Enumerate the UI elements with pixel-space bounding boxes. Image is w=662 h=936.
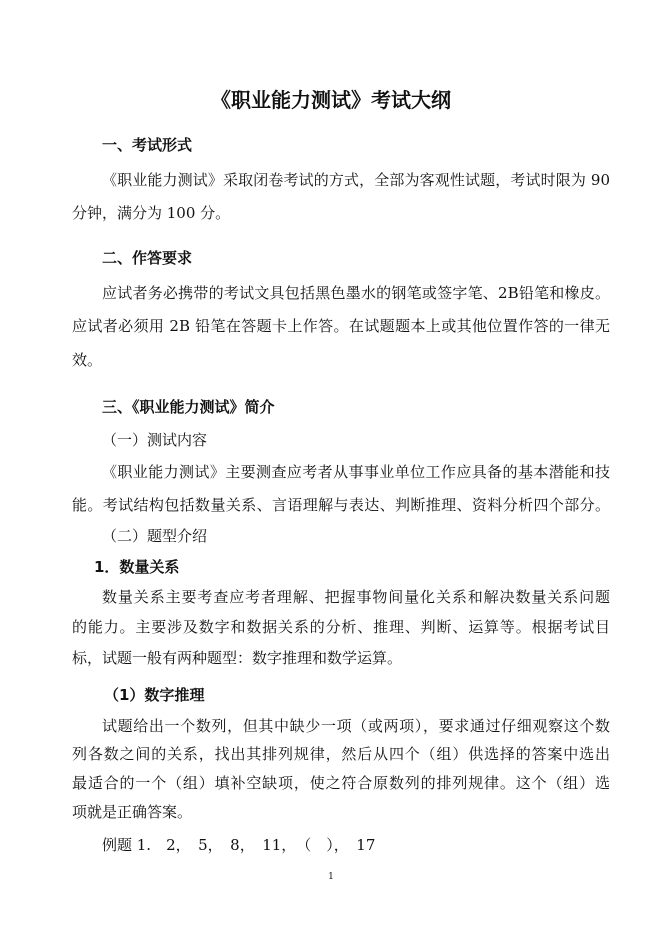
paragraph-line: 《职业能力测试》主要测查应考者从事事业单位工作应具备的基本潜能和技	[102, 463, 610, 481]
subsection-heading: （二）题型介绍	[102, 527, 208, 545]
paragraph-line: 应试者务必携带的考试文具包括黑色墨水的钢笔或签字笔、2B铅笔和橡皮。	[102, 284, 610, 302]
document-title: 《职业能力测试》考试大纲	[211, 88, 451, 112]
paragraph-line: 效。	[72, 351, 103, 369]
paragraph-line: 标，试题一般有两种题型：数字推理和数学运算。	[72, 649, 403, 667]
paragraph-line: 能。考试结构包括数量关系、言语理解与表达、判断推理、资料分析四个部分。	[72, 496, 610, 514]
section-heading: 1．数量关系	[94, 558, 180, 576]
paragraph-line: 项就是正确答案。	[72, 803, 193, 821]
paragraph-line: 列各数之间的关系，找出其排列规律，然后从四个（组）供选择的答案中选出	[72, 745, 610, 763]
section-heading: 一、考试形式	[102, 136, 193, 154]
paragraph-line: 最适合的一个（组）填补空缺项，使之符合原数列的排列规律。这个（组）选	[72, 774, 610, 792]
section-heading: （1）数字推理	[104, 686, 205, 704]
subsection-heading: （一）测试内容	[102, 431, 208, 449]
example-line: 例题 1. 2， 5， 8， 11， （ ）， 17	[102, 836, 376, 854]
paragraph-line: 分钟，满分为 100 分。	[72, 204, 231, 222]
section-heading: 二、作答要求	[102, 249, 193, 267]
page-number: 1	[328, 872, 334, 882]
paragraph-line: 试题给出一个数列，但其中缺少一项（或两项），要求通过仔细观察这个数	[102, 717, 610, 735]
paragraph-line: 数量关系主要考查应考者理解、把握事物间量化关系和解决数量关系问题	[102, 588, 610, 606]
paragraph-line: 的能力。主要涉及数字和数据关系的分析、推理、判断、运算等。根据考试目	[72, 618, 610, 636]
paragraph-line: 应试者必须用 2B 铅笔在答题卡上作答。在试题题本上或其他位置作答的一律无	[72, 317, 610, 335]
section-heading: 三、《职业能力测试》简介	[102, 398, 275, 416]
paragraph-line: 《职业能力测试》采取闭卷考试的方式，全部为客观性试题，考试时限为 90	[102, 171, 610, 189]
